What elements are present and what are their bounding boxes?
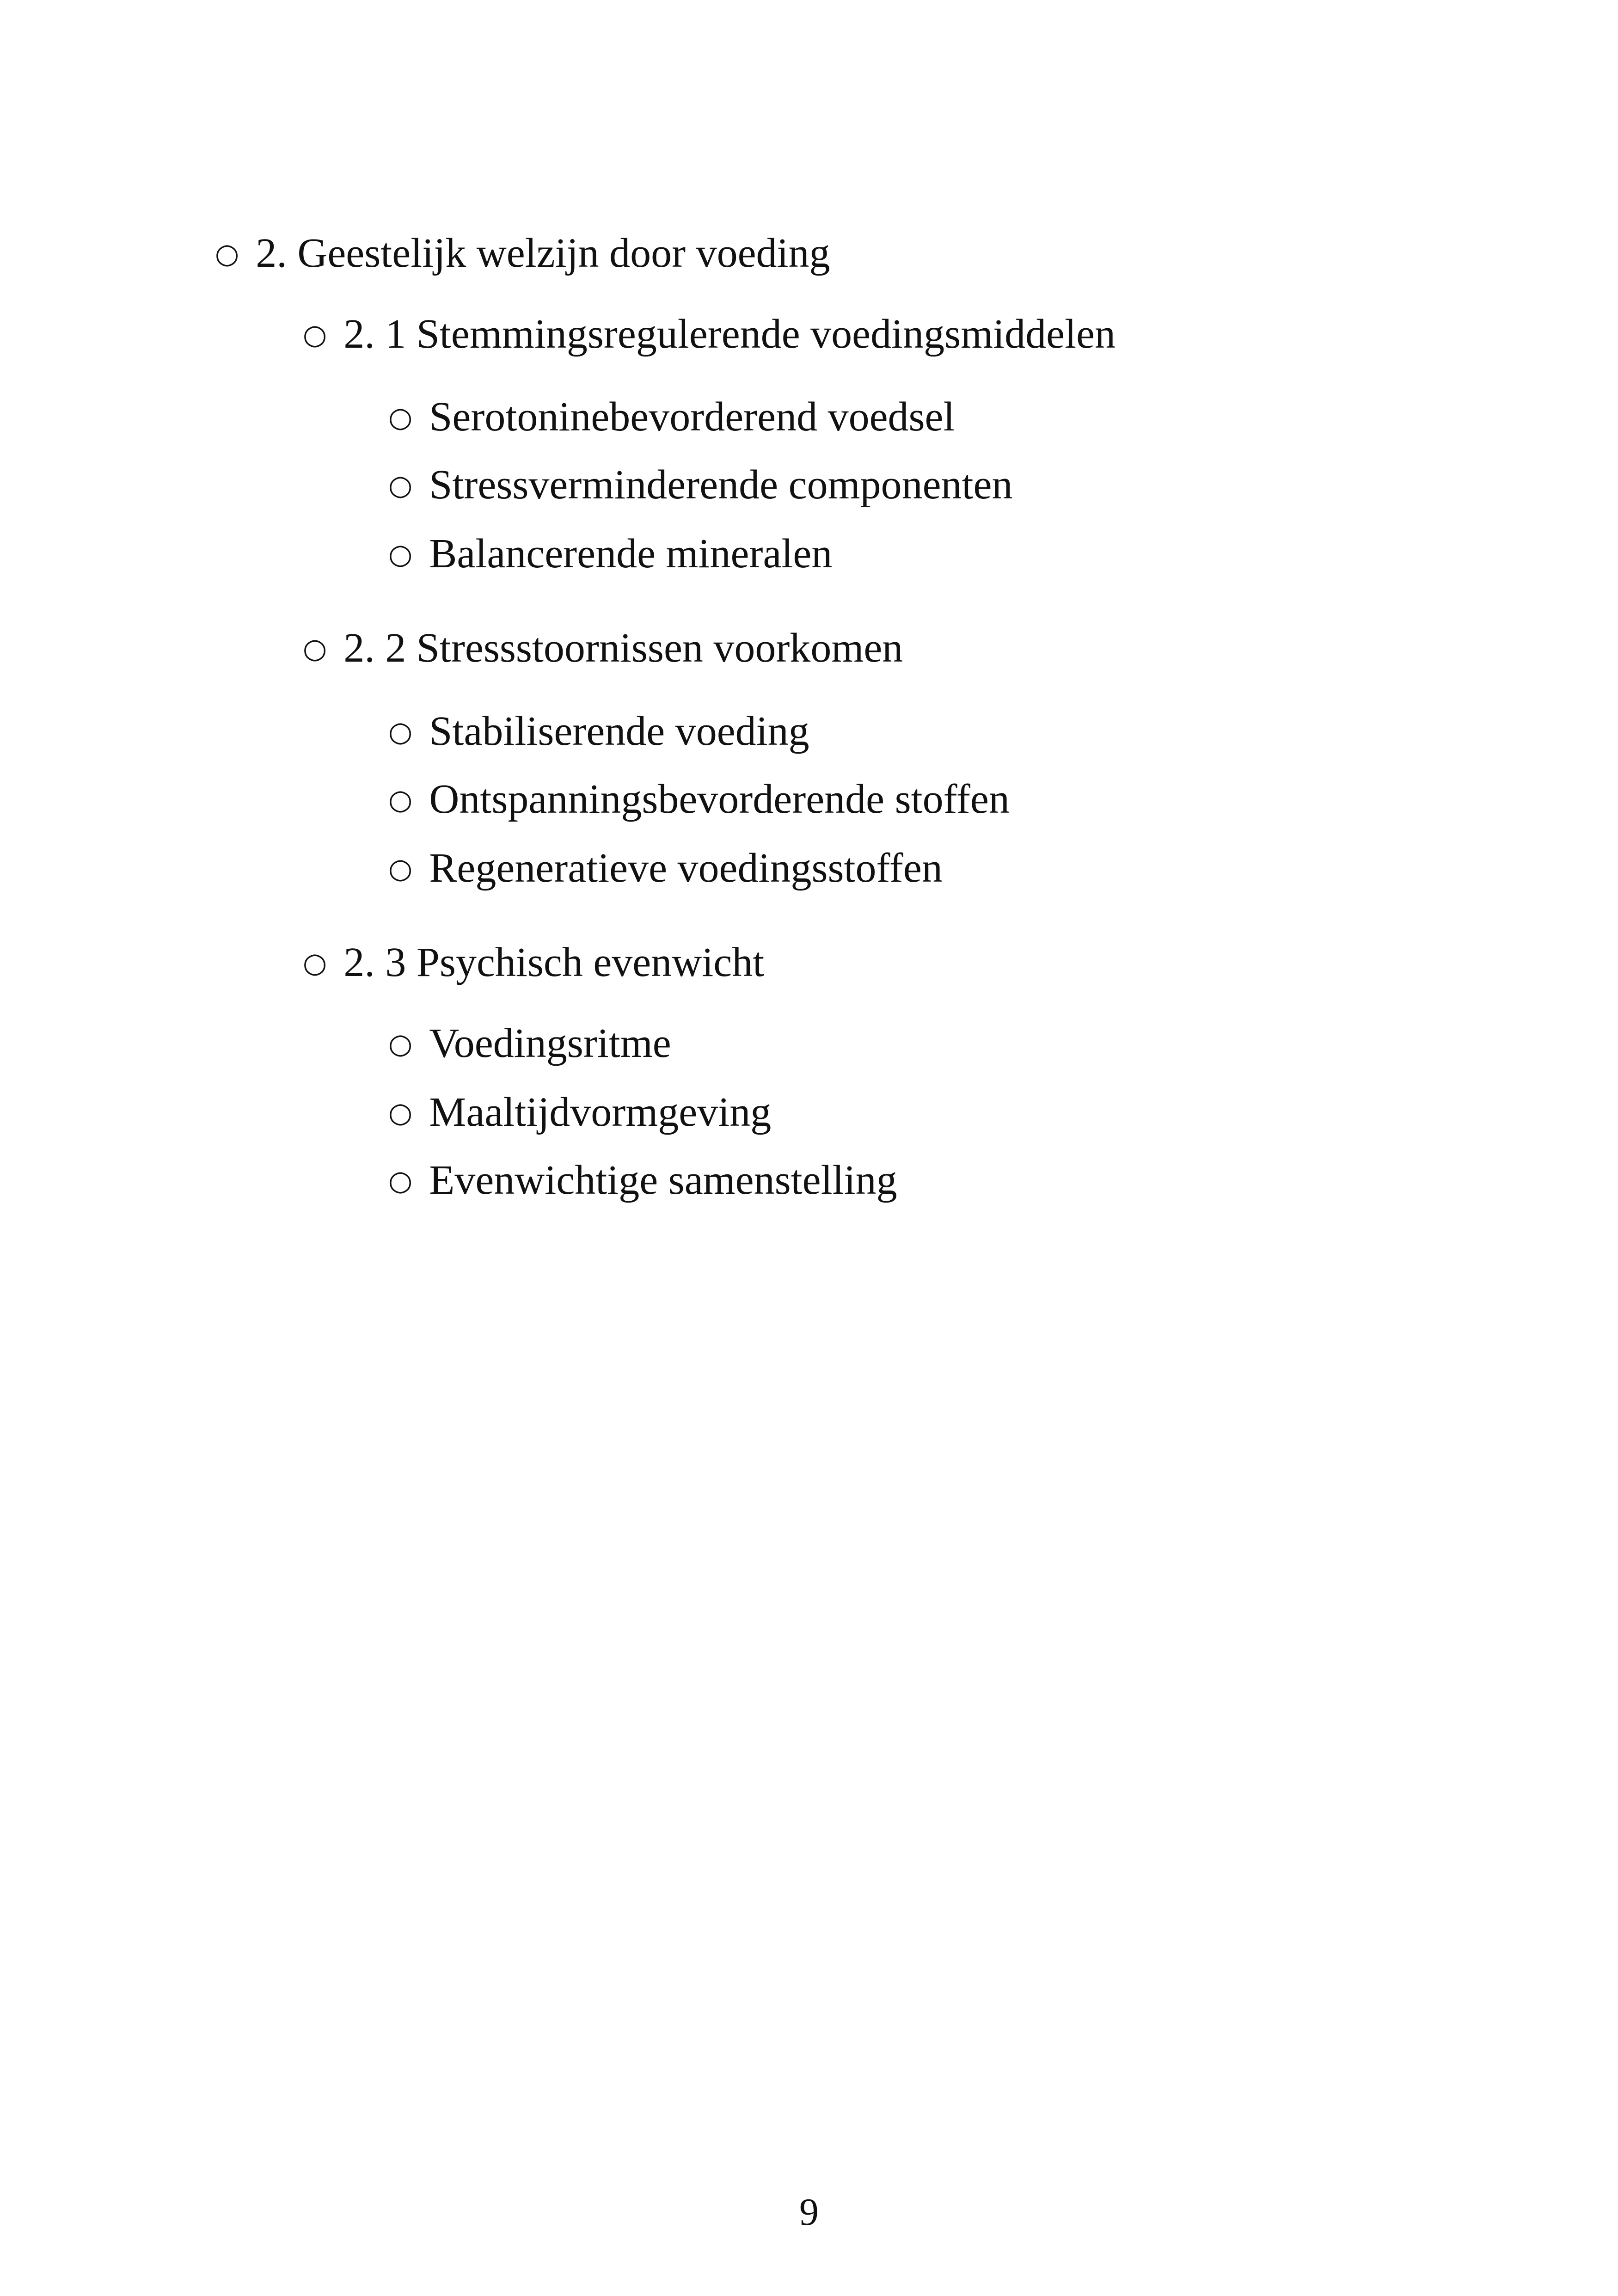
outline-subitem [388, 1087, 771, 1138]
hollow-circle-bullet-icon: ○ [388, 469, 413, 502]
section-heading-text: 2. 2 Stressstoornissen voorkomen [343, 625, 903, 671]
section-heading-text: 2. 1 Stemmingsregulerende voedingsmiddelen [343, 311, 1116, 357]
section-heading-text: 2. 3 Psychisch evenwicht [343, 939, 765, 985]
outline-subitem [388, 843, 943, 894]
outline-subitem [388, 460, 1012, 511]
outline-subitem [388, 528, 832, 580]
subitem-text: Stabiliserende voeding [429, 708, 809, 754]
outline-subitem [388, 774, 1010, 825]
hollow-circle-bullet-icon: ○ [388, 1165, 413, 1197]
hollow-circle-bullet-icon: ○ [303, 319, 327, 351]
outline-section-heading [303, 309, 1115, 360]
subitem-text: Serotoninebevorderend voedsel [429, 394, 955, 440]
hollow-circle-bullet-icon: ○ [388, 853, 413, 885]
hollow-circle-bullet-icon: ○ [303, 632, 327, 665]
subitem-text: Stressverminderende componenten [429, 462, 1013, 508]
subitem-text: Balancerende mineralen [429, 531, 833, 577]
hollow-circle-bullet-icon: ○ [388, 784, 413, 816]
outline-subitem [388, 392, 955, 443]
subitem-text: Voedingsritme [429, 1020, 671, 1066]
subitem-text: Evenwichtige samenstelling [429, 1157, 897, 1203]
hollow-circle-bullet-icon: ○ [388, 538, 413, 571]
subitem-text: Ontspanningsbevorderende stoffen [429, 776, 1010, 822]
hollow-circle-bullet-icon: ○ [388, 716, 413, 748]
outline-section-heading [303, 623, 903, 674]
outline-section-heading [303, 937, 764, 988]
subitem-text: Regeneratieve voedingsstoffen [429, 845, 943, 891]
outline-subitem [388, 1018, 671, 1069]
hollow-circle-bullet-icon: ○ [388, 401, 413, 434]
hollow-circle-bullet-icon: ○ [303, 947, 327, 979]
hollow-circle-bullet-icon: ○ [388, 1097, 413, 1129]
hollow-circle-bullet-icon: ○ [215, 238, 239, 270]
page-number: 9 [799, 2191, 819, 2234]
subitem-text: Maaltijdvormgeving [429, 1089, 772, 1135]
hollow-circle-bullet-icon: ○ [388, 1028, 413, 1060]
outline-subitem [388, 1155, 897, 1206]
outline-subitem [388, 706, 809, 757]
outline-title: 2. Geestelijk welzijn door voeding [256, 230, 830, 276]
outline-level1-item [215, 228, 830, 279]
